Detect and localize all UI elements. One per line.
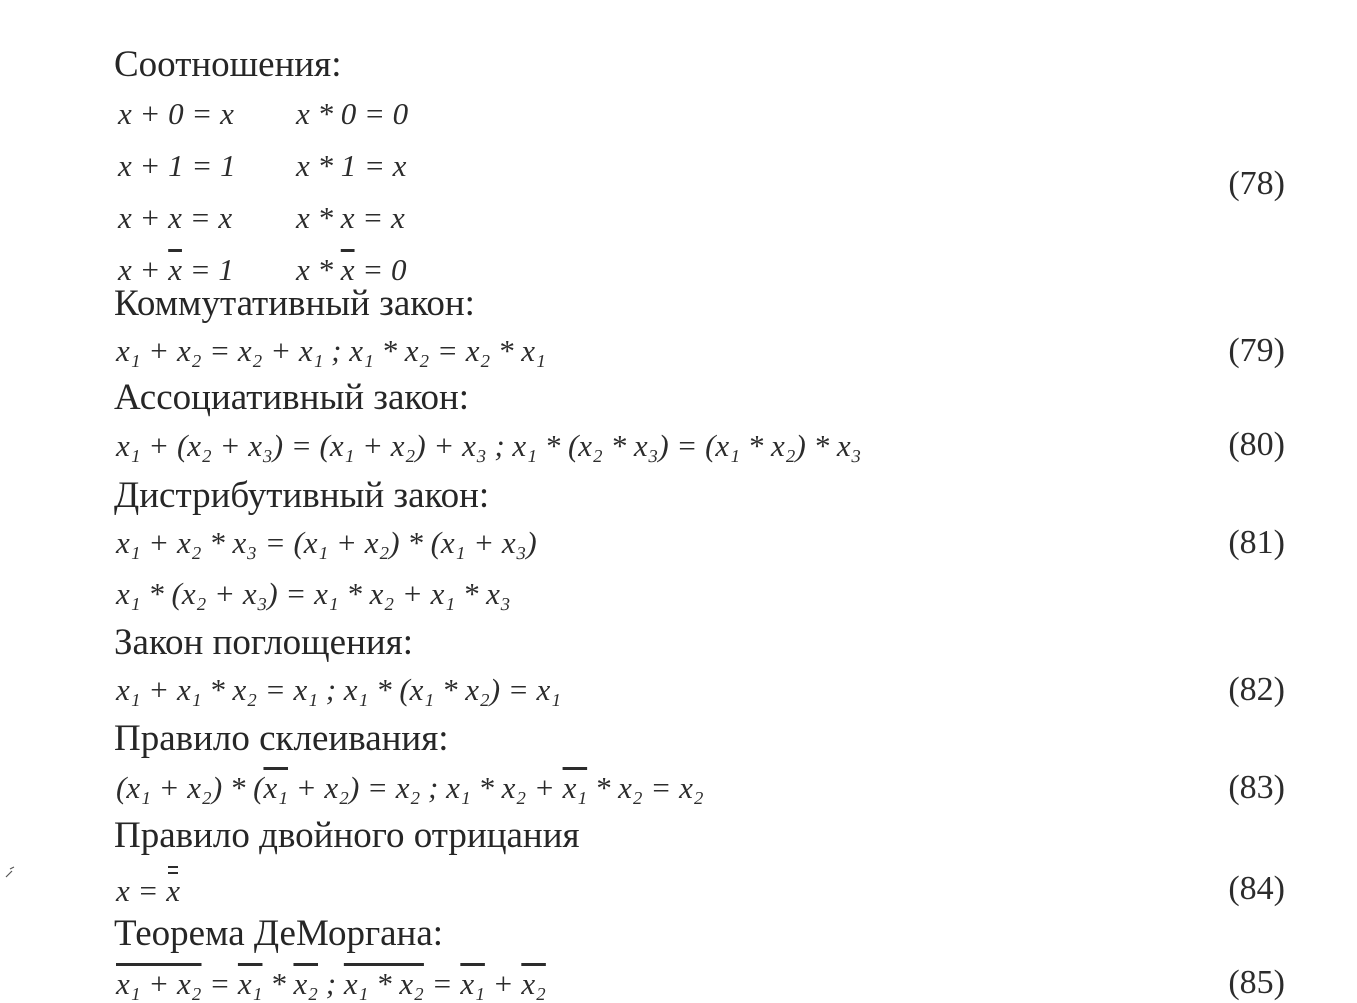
relation-row bbox=[118, 88, 448, 140]
negated-term: x₂ bbox=[293, 966, 319, 1001]
relation-row bbox=[118, 140, 448, 192]
formula-part: + bbox=[484, 966, 522, 1001]
equation-number-81: (81) bbox=[1228, 524, 1285, 561]
relation-left-part: = 1 bbox=[181, 252, 234, 287]
equation-number-84: (84) bbox=[1228, 870, 1285, 907]
relations-grid bbox=[118, 88, 448, 296]
equation-number-83: (83) bbox=[1228, 769, 1285, 806]
negated-variable: $\overline{x}$ bbox=[168, 252, 182, 287]
scan-speck-icon bbox=[4, 865, 18, 879]
relation-right: x * 0 = 0 bbox=[296, 96, 409, 131]
formula-part: = bbox=[201, 966, 238, 1001]
negated-term: x₂ bbox=[521, 966, 546, 1001]
heading-double-negation: Правило двойного отрицания bbox=[114, 815, 580, 856]
heading-absorption: Закон поглощения: bbox=[114, 622, 413, 663]
formula-part: * bbox=[262, 966, 294, 1001]
heading-associative: Ассоциативный закон: bbox=[114, 377, 470, 418]
formula-gluing bbox=[116, 771, 704, 805]
relation-right: x * 1 = x bbox=[296, 148, 407, 183]
heading-gluing: Правило склеивания: bbox=[114, 718, 449, 759]
relation-left: x + x = x bbox=[118, 200, 233, 235]
relation-left: x + 1 = 1 bbox=[118, 148, 236, 183]
relation-left: x + 0 = x bbox=[118, 96, 234, 131]
formula-part: ; bbox=[318, 966, 344, 1001]
relation-right-part: x * bbox=[296, 252, 341, 287]
equation-number-80: (80) bbox=[1228, 426, 1285, 463]
equation-number-85: (85) bbox=[1228, 964, 1285, 1001]
heading-distributive: Дистрибутивный закон: bbox=[114, 475, 490, 516]
relation-right: x * x = x bbox=[296, 200, 405, 235]
formula-distributive-1: x₁ + x₂ * x₃ = (x₁ + x₂) * (x₁ + x₃) bbox=[116, 525, 537, 560]
negated-term: x₁ bbox=[237, 966, 263, 1001]
double-negated-variable: x bbox=[166, 873, 180, 908]
formula-absorption: x₁ + x₁ * x₂ = x₁ ; x₁ * (x₁ * x₂) = x₁ bbox=[116, 672, 562, 707]
formula-part: (x₁ + x₂) * ( bbox=[116, 770, 264, 805]
formula-part: x = bbox=[116, 873, 167, 908]
formula-part: = bbox=[423, 966, 461, 1001]
formula-distributive-2: x₁ * (x₂ + x₃) = x₁ * x₂ + x₁ * x₃ bbox=[116, 576, 511, 611]
negated-term: x₁ * x₂ bbox=[343, 966, 424, 1001]
formula-commutative: x₁ + x₂ = x₂ + x₁ ; x₁ * x₂ = x₂ * x₁ bbox=[116, 333, 546, 368]
negated-term: x₁ bbox=[460, 966, 485, 1001]
equation-number-79: (79) bbox=[1228, 332, 1285, 369]
equation-number-78: (78) bbox=[1228, 165, 1285, 202]
negated-term: x₁ bbox=[263, 770, 289, 805]
relation-right-part: = 0 bbox=[354, 252, 407, 287]
relation-row bbox=[118, 192, 448, 244]
relation-left-part: x + bbox=[118, 252, 169, 287]
formula-associative: x₁ + (x₂ + x₃) = (x₁ + x₂) + x₃ ; x₁ * (x₂ * x₃) = (x₁ * x₂) * x₃ bbox=[116, 428, 862, 463]
heading-commutative: Коммутативный закон: bbox=[114, 283, 475, 324]
heading-demorgan: Теорема ДеМоргана: bbox=[114, 913, 444, 954]
formula-demorgan bbox=[116, 967, 546, 1001]
formula-part: * x₂ = x₂ bbox=[587, 770, 704, 805]
negated-term: x₁ + x₂ bbox=[116, 966, 202, 1001]
negated-term: x₁ bbox=[562, 770, 588, 805]
negated-variable: $\overline{x}$ bbox=[340, 252, 355, 287]
formula-part: + x₂) = x₂ ; x₁ * x₂ + bbox=[288, 770, 563, 805]
equation-number-82: (82) bbox=[1228, 671, 1285, 708]
heading-relations: Соотношения: bbox=[114, 44, 342, 85]
formula-double-negation bbox=[116, 874, 180, 908]
